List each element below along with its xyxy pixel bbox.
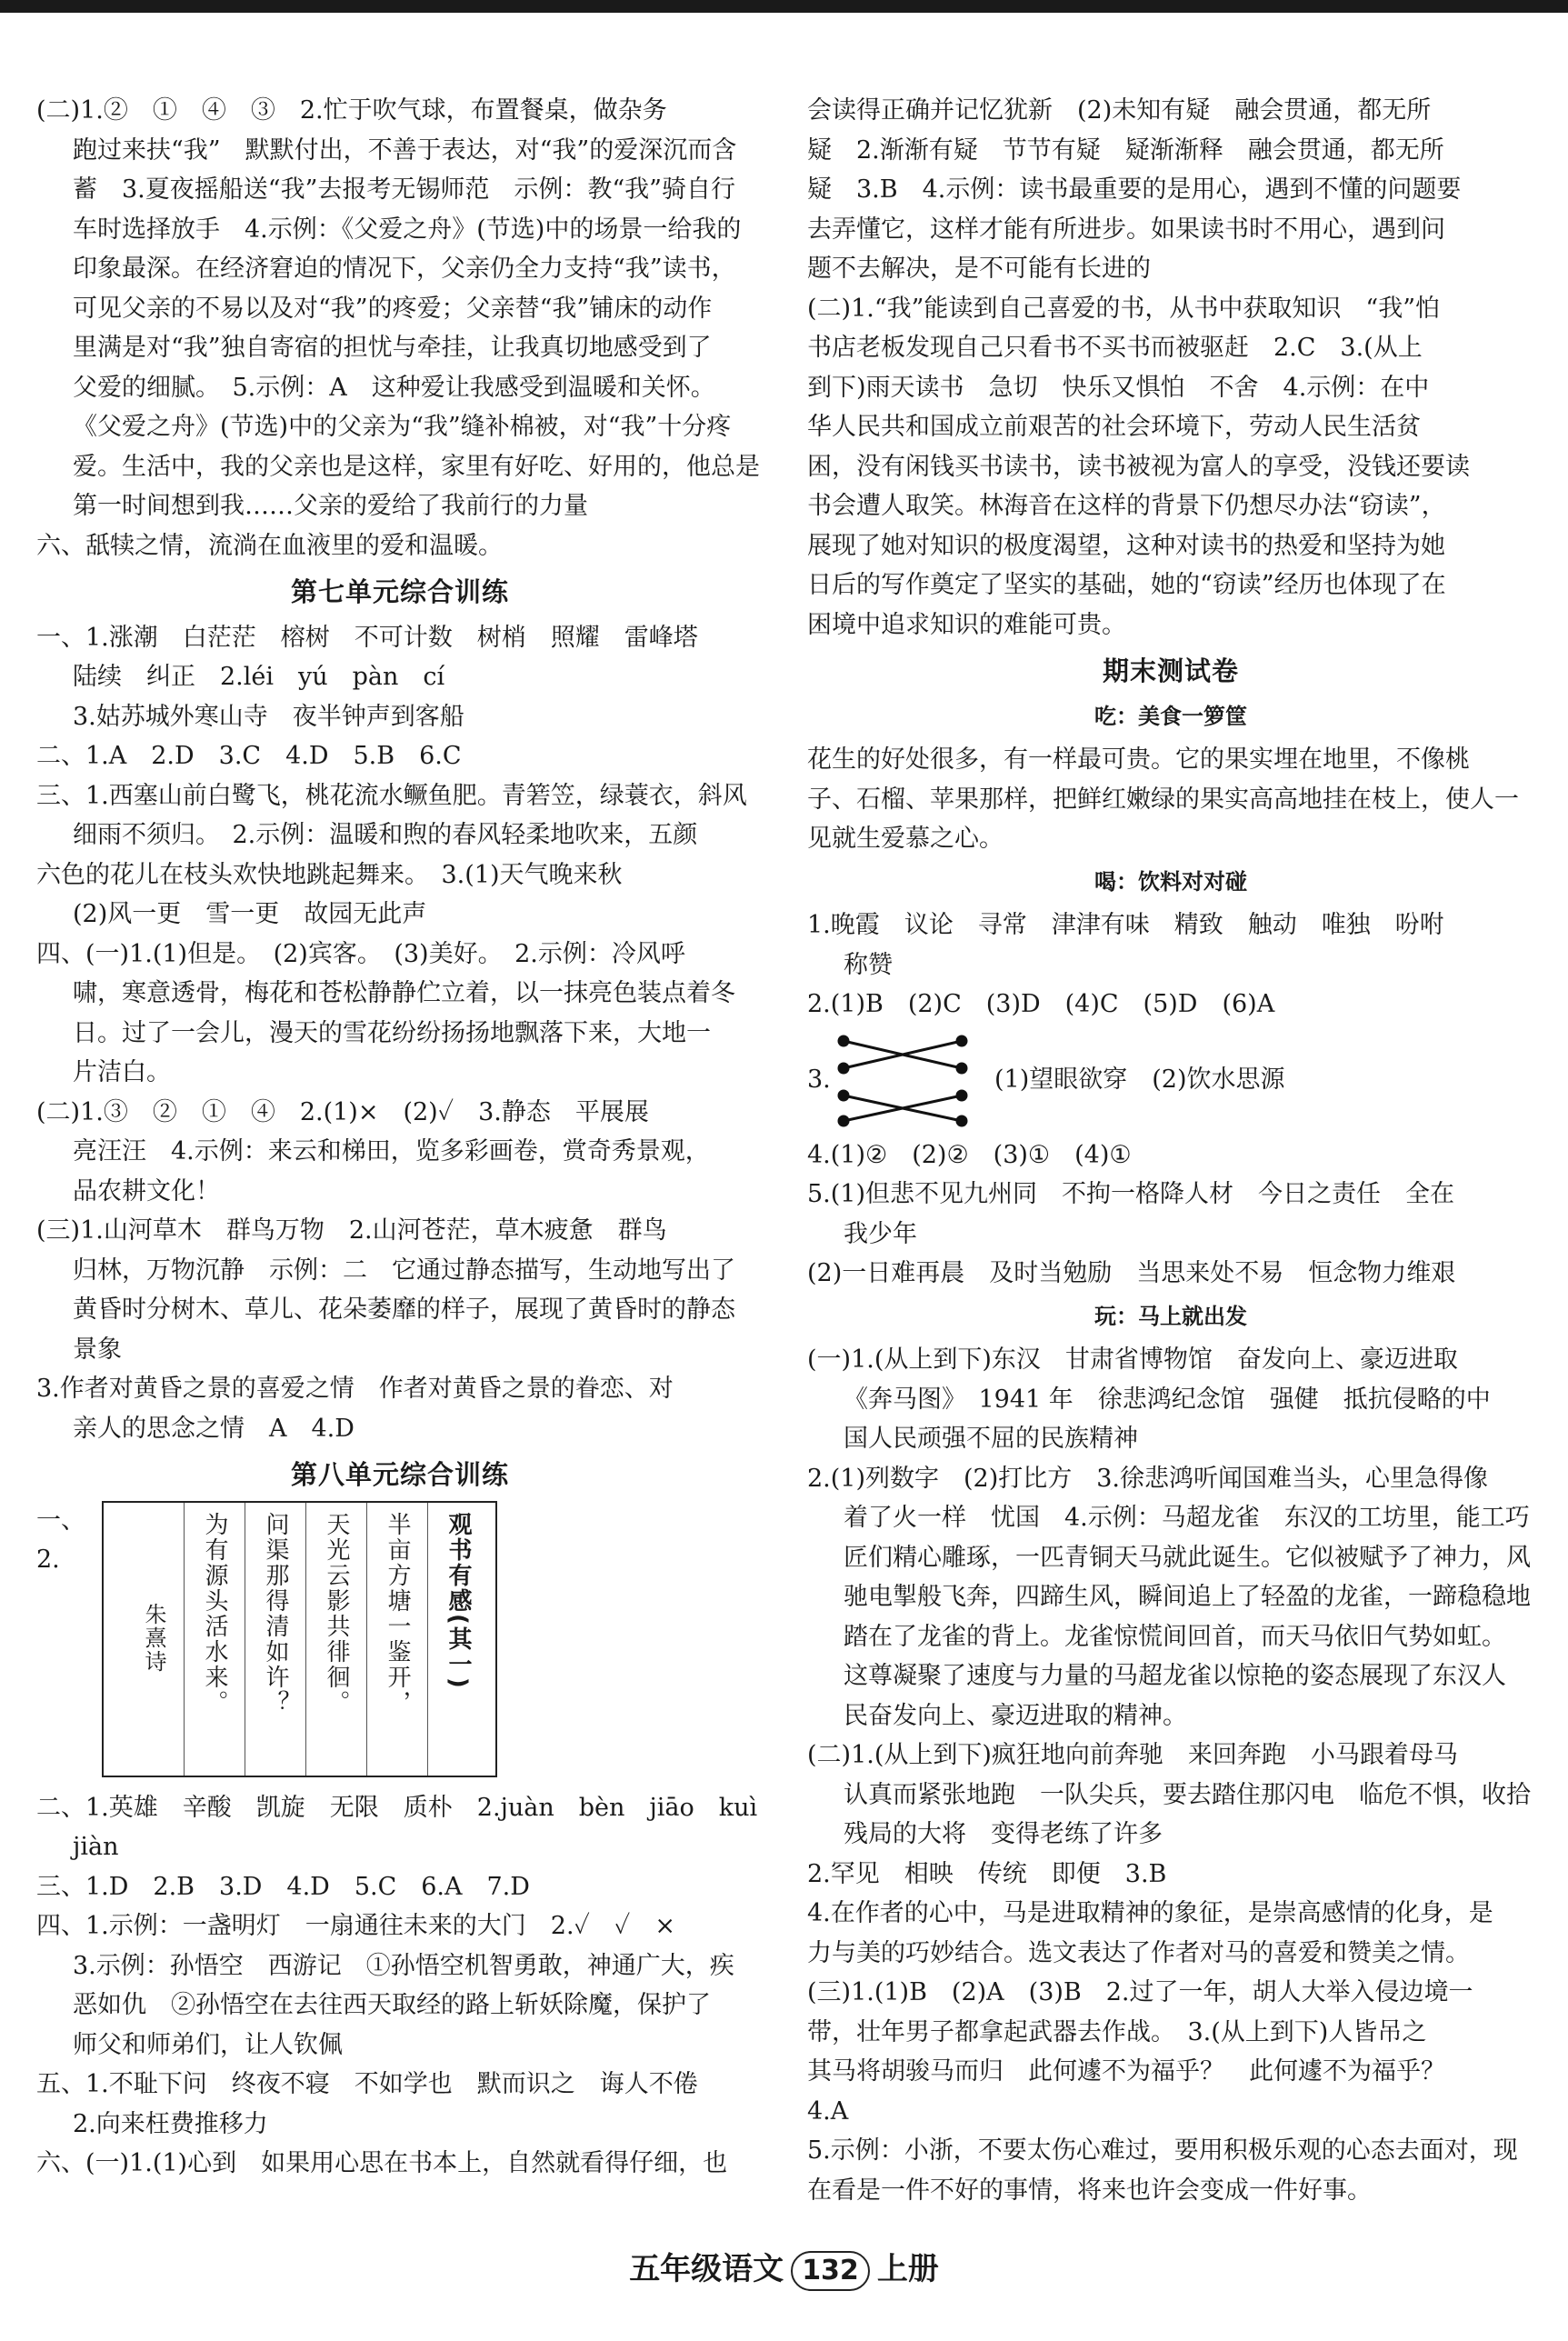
answer-line: 蓄 3.夏夜摇船送“我”去报考无锡师范 示例：教“我”骑自行 bbox=[73, 175, 735, 204]
answer-line: (2)风一更 雪一更 故园无此声 bbox=[73, 900, 427, 928]
unit7-heading: 第七单元综合训练 bbox=[290, 576, 509, 607]
answer-line: 5.示例：小浙，不要太伤心难过，要用积极乐观的心态去面对，现 bbox=[807, 2136, 1518, 2165]
drink-answers-b bbox=[807, 1135, 1534, 1294]
unit8-answers-continued bbox=[807, 91, 1534, 645]
answer-line: 印象最深。在经济窘迫的情况下，父亲仍全力支持“我”读书， bbox=[73, 255, 736, 283]
answer-line: 4.在作者的心中，马是进取精神的象征，是崇高感情的化身，是 bbox=[807, 1899, 1493, 1927]
answer-line: 跑过来扶“我” 默默付出，不善于表达，对“我”的爱深沉而含 bbox=[73, 135, 737, 165]
answer-line: (二)1.“我”能读到自己喜爱的书，从书中获取知识 “我”怕 bbox=[807, 294, 1441, 323]
answer-line: 2.(1)列数字 (2)打比方 3.徐悲鸿听闻国难当头，心里急得像 bbox=[807, 1464, 1489, 1493]
answer-line: 花生的好处很多，有一样最可贵。它的果实埋在地里，不像桃 bbox=[807, 745, 1470, 774]
answer-line: 4.A bbox=[807, 2096, 849, 2126]
answer-line: 《父爱之舟》(节选)中的父亲为“我”缝补棉被，对“我”十分疼 bbox=[73, 413, 732, 441]
poem-line: 天光云影共徘徊。 bbox=[305, 1503, 366, 1776]
answer-line: 3.示例：孙悟空 西游记 ①孙悟空机智勇敢，神通广大，疾 bbox=[73, 1951, 734, 1980]
play-subheading: 玩：马上就出发 bbox=[1094, 1303, 1247, 1329]
unit8-heading: 第八单元综合训练 bbox=[290, 1459, 509, 1490]
answer-line: 车时选择放手 4.示例：《父爱之舟》(节选)中的场景一给我的 bbox=[73, 215, 742, 244]
page-number: 132 bbox=[791, 2251, 870, 2291]
matching-question bbox=[807, 1030, 1534, 1130]
match-dot bbox=[839, 1036, 848, 1045]
answer-line: 这尊凝聚了速度与力量的马超龙雀以惊艳的姿态展现了东汉人 bbox=[844, 1662, 1506, 1690]
answer-line: (二)1.(从上到下)疯狂地向前奔驰 来回奔跑 小马跟着母马 bbox=[807, 1741, 1458, 1769]
match-dot bbox=[839, 1091, 848, 1100]
answer-line: 日。过了一会儿，漫天的雪花纷纷扬扬地飘落下来，大地一 bbox=[73, 1018, 711, 1047]
answer-line: 啸，寒意透骨，梅花和苍松静静伫立着，以一抹亮色装点着冬 bbox=[73, 979, 735, 1007]
answer-line: 2.(1)B (2)C (3)D (4)C (5)D (6)A bbox=[807, 990, 1275, 1018]
match-dot bbox=[957, 1091, 966, 1100]
answer-line: (二)1.③ ② ① ④ 2.(1)× (2)✓ 3.静态 平展展 bbox=[36, 1097, 649, 1126]
top-border bbox=[0, 0, 1568, 13]
answer-line: 5.(1)但悲不见九州同 不拘一格降人材 今日之责任 全在 bbox=[807, 1180, 1455, 1208]
poem-question-number: 一、2. bbox=[36, 1506, 85, 1574]
answer-line: 爱。生活中，我的父亲也是这样，家里有好吃、好用的，他总是 bbox=[73, 452, 760, 481]
answer-line: 会读得正确并记忆犹新 (2)未知有疑 融会贯通，都无所 bbox=[807, 96, 1432, 125]
answer-line: 四、(一)1.(1)但是。 (2)宾客。 (3)美好。 2.示例：冷风呼 bbox=[36, 939, 685, 968]
unit8-answers bbox=[36, 1788, 764, 2184]
answer-line: (二)1.② ① ④ ③ 2.忙于吹气球，布置餐桌，做杂务 bbox=[36, 96, 667, 125]
answer-line: 我少年 bbox=[844, 1219, 917, 1248]
answer-line: 细雨不须归。 2.示例：温暖和煦的春风轻柔地吹来，五颜 bbox=[73, 821, 698, 849]
answer-line: 品农耕文化！ bbox=[73, 1176, 220, 1206]
matching-answers: (1)望眼欲穿 (2)饮水思源 bbox=[994, 1065, 1285, 1094]
footer-volume: 上册 bbox=[876, 2251, 939, 2287]
eat-subheading: 吃：美食一箩筐 bbox=[1094, 703, 1247, 729]
matching-number: 3. bbox=[807, 1065, 831, 1094]
answer-line: 亮汪汪 4.示例：来云和梯田，览多彩画卷，赏奇秀景观， bbox=[73, 1137, 710, 1165]
answer-line: 片洁白。 bbox=[73, 1058, 171, 1086]
right-column bbox=[807, 91, 1534, 2210]
answer-line: 书会遭人取笑。林海音在这样的背景下仍想尽办法“窃读”， bbox=[807, 492, 1446, 520]
answer-line: 称赞 bbox=[844, 950, 893, 979]
answer-line: (三)1.(1)B (2)A (3)B 2.过了一年，胡人大举入侵边境一 bbox=[807, 1978, 1473, 2006]
answer-line: 去弄懂它，这样才能有所进步。如果读书时不用心，遇到问 bbox=[807, 215, 1445, 244]
answer-line: 日后的写作奠定了坚实的基础，她的“窃读”经历也体现了在 bbox=[807, 571, 1446, 599]
answer-line: (一)1.(从上到下)东汉 甘肃省博物馆 奋发向上、豪迈进取 bbox=[807, 1346, 1458, 1374]
poem-title: 观书有感(其一) bbox=[427, 1503, 488, 1776]
answer-line: 六、(一)1.(1)心到 如果用心思在书本上，自然就看得仔细，也 bbox=[36, 2149, 728, 2177]
poem-line: 问渠那得清如许？ bbox=[245, 1503, 305, 1776]
answer-line: 书店老板发现自己只看书不买书而被驱赶 2.C 3.(从上 bbox=[807, 334, 1423, 362]
answer-line: 疑 2.渐渐有疑 节节有疑 疑渐渐释 融会贯通，都无所 bbox=[807, 135, 1444, 165]
answer-line: 展现了她对知识的极度渴望，这种对读书的热爱和坚持为她 bbox=[807, 531, 1445, 560]
answer-line: 2.向来枉费推移力 bbox=[73, 2109, 268, 2138]
answer-line: 困境中追求知识的难能可贵。 bbox=[807, 610, 1126, 639]
answer-line: 疑 3.B 4.示例：读书最重要的是用心，遇到不懂的问题要 bbox=[807, 175, 1462, 204]
eat-answers bbox=[807, 740, 1534, 859]
drink-answers-a bbox=[807, 905, 1534, 1025]
match-dot bbox=[839, 1064, 848, 1073]
answer-line: 题不去解决，是不可能有长进的 bbox=[807, 255, 1151, 283]
match-dot bbox=[957, 1064, 966, 1073]
answer-line: 二、1.英雄 辛酸 凯旋 无限 质朴 2.juàn bèn jiāo kuì bbox=[36, 1793, 758, 1822]
poem-box bbox=[102, 1501, 497, 1777]
answer-line: 4.(1)② (2)② (3)① (4)① bbox=[807, 1140, 1132, 1169]
answer-line: 3.姑苏城外寒山寺 夜半钟声到客船 bbox=[73, 702, 464, 731]
answer-line: 到下)雨天读书 急切 快乐又惧怕 不舍 4.示例：在中 bbox=[807, 373, 1430, 402]
drink-subheading: 喝：饮料对对碰 bbox=[1094, 868, 1247, 895]
answer-line: 父爱的细腻。 5.示例：A 这种爱让我感受到温暖和关怀。 bbox=[73, 373, 715, 402]
answer-line: 一、1.涨潮 白茫茫 榕树 不可计数 树梢 照耀 雷峰塔 bbox=[36, 623, 698, 652]
play-answers bbox=[807, 1340, 1534, 2210]
poem-section bbox=[36, 1501, 764, 1777]
answer-line: 认真而紧张地跑 一队尖兵，要去踏住那闪电 临危不惧，收拾 bbox=[844, 1780, 1531, 1809]
left-column bbox=[36, 91, 764, 2184]
answer-line: 在看是一件不好的事情，将来也许会变成一件好事。 bbox=[807, 2176, 1372, 2205]
page-footer bbox=[0, 2244, 1568, 2291]
answer-line: 第一时间想到我……父亲的爱给了我前行的力量 bbox=[73, 492, 588, 520]
answer-line: 六色的花儿在枝头欢快地跳起舞来。 3.(1)天气晚来秋 bbox=[36, 860, 623, 889]
answer-line: 恶如仇 ②孙悟空在去往西天取经的路上斩妖除魔，保护了 bbox=[73, 1991, 711, 2019]
answer-line: 《奔马图》 1941 年 徐悲鸿纪念馆 强健 抵抗侵略的中 bbox=[844, 1385, 1491, 1414]
match-dot bbox=[957, 1116, 966, 1125]
answer-line: 可见父亲的不易以及对“我”的疼爱；父亲替“我”铺床的动作 bbox=[73, 294, 713, 323]
answer-line: 华人民共和国成立前艰苦的社会环境下，劳动人民生活贫 bbox=[807, 413, 1421, 441]
answer-line: 景象 bbox=[73, 1335, 122, 1364]
match-dot bbox=[839, 1116, 848, 1125]
answer-line: 五、1.不耻下问 终夜不寝 不如学也 默而识之 诲人不倦 bbox=[36, 2070, 698, 2098]
poem-line: 半亩方塘一鉴开， bbox=[366, 1503, 427, 1776]
answer-line: 四、1.示例：一盏明灯 一扇通往未来的大门 2.✓ ✓ × bbox=[36, 1912, 675, 1940]
answer-line: 三、1.D 2.B 3.D 4.D 5.C 6.A 7.D bbox=[36, 1872, 530, 1901]
unit6-answers-tail bbox=[36, 91, 764, 565]
answer-line: 着了火一样 忧国 4.示例：马超龙雀 东汉的工坊里，能工巧 bbox=[844, 1504, 1530, 1532]
answer-line: 陆续 纠正 2.léi yú pàn cí bbox=[73, 663, 445, 691]
answer-line: 民奋发向上、豪迈进取的精神。 bbox=[844, 1701, 1187, 1730]
answer-line: 其马将胡骏马而归 此何遽不为福乎？ 此何遽不为福乎？ bbox=[807, 2057, 1445, 2086]
answer-line: 困，没有闲钱买书读书，读书被视为富人的享受，没钱还要读 bbox=[807, 452, 1470, 481]
answer-line: 亲人的思念之情 A 4.D bbox=[73, 1414, 355, 1443]
answer-line: 六、舐犊之情，流淌在血液里的爱和温暖。 bbox=[36, 531, 503, 560]
answer-line: 力与美的巧妙结合。选文表达了作者对马的喜爱和赞美之情。 bbox=[807, 1938, 1470, 1967]
answer-line: 归林，万物沉静 示例：二 它通过静态描写，生动地写出了 bbox=[73, 1256, 735, 1285]
final-exam-heading: 期末测试卷 bbox=[1102, 655, 1239, 686]
answer-line: jiàn bbox=[73, 1833, 119, 1861]
answer-line: (三)1.山河草木 群鸟万物 2.山河苍茫，草木疲惫 群鸟 bbox=[36, 1216, 667, 1245]
answer-line: 师父和师弟们，让人钦佩 bbox=[73, 2030, 343, 2059]
answer-line: 子、石榴、苹果那样，把鲜红嫩绿的果实高高地挂在枝上，使人一 bbox=[807, 785, 1519, 814]
answer-line: 2.罕见 相映 传统 即便 3.B bbox=[807, 1859, 1167, 1888]
poem-author: 朱熹诗 bbox=[141, 1602, 166, 1674]
answer-line: 驰电掣般飞奔，四蹄生风，瞬间追上了轻盈的龙雀，一蹄稳稳地 bbox=[844, 1583, 1531, 1611]
answer-line: 1.晚霞 议论 寻常 津津有味 精致 触动 唯独 吩咐 bbox=[807, 911, 1444, 939]
answer-line: 踏在了龙雀的背上。龙雀惊慌间回首，而天马依旧气势如虹。 bbox=[844, 1622, 1506, 1651]
answer-line: 国人民顽强不屈的民族精神 bbox=[844, 1425, 1138, 1453]
answer-line: 残局的大将 变得老练了许多 bbox=[844, 1820, 1163, 1848]
answer-line: 匠们精心雕琢，一匹青铜天马就此诞生。它似被赋予了神力，风 bbox=[844, 1543, 1531, 1572]
answer-line: 里满是对“我”独自寄宿的担忧与牵挂，让我真切地感受到了 bbox=[73, 334, 712, 362]
answer-line: 带，壮年男子都拿起武器去作战。 3.(从上到下)人皆吊之 bbox=[807, 2017, 1427, 2046]
match-dot bbox=[957, 1036, 966, 1045]
answer-line: 3.作者对黄昏之景的喜爱之情 作者对黄昏之景的眷恋、对 bbox=[36, 1375, 674, 1403]
answer-line: 黄昏时分树木、草儿、花朵萎靡的样子，展现了黄昏时的静态 bbox=[73, 1296, 735, 1324]
answer-line: (2)一日难再晨 及时当勉励 当思来处不易 恒念物力维艰 bbox=[807, 1259, 1456, 1287]
matching-lines-diagram bbox=[834, 1030, 971, 1130]
unit7-answers bbox=[36, 618, 764, 1449]
answer-line: 二、1.A 2.D 3.C 4.D 5.B 6.C bbox=[36, 742, 462, 770]
poem-line: 为有源头活水来。 bbox=[184, 1503, 245, 1776]
footer-grade: 五年级语文 bbox=[629, 2251, 784, 2287]
answer-line: 见就生爱慕之心。 bbox=[807, 825, 1004, 853]
answer-line: 三、1.西塞山前白鹭飞，桃花流水鳜鱼肥。青箬笠，绿蓑衣，斜风 bbox=[36, 781, 747, 810]
